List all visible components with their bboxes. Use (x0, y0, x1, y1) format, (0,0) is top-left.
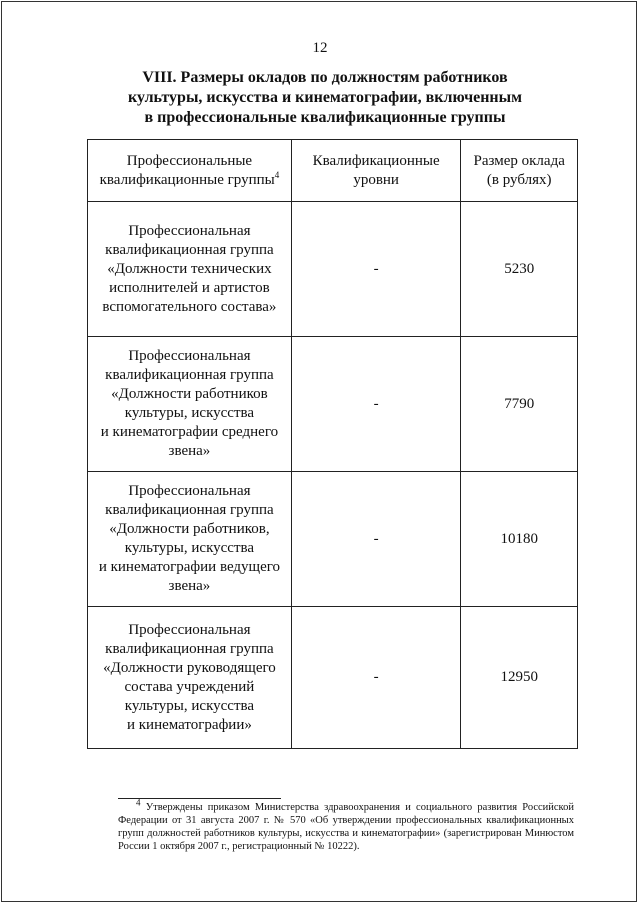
footnote-divider (118, 798, 281, 799)
group-line: культуры, искусства (124, 697, 255, 714)
table-row (88, 472, 578, 607)
heading-line-1: VIII. Размеры окладов по должностям работников (142, 69, 508, 86)
group-line: «Должности технических (107, 260, 272, 277)
footnote-text: Утверждены приказом Министерства здравоохранения и социального развития Российской Федерации от 31 августа 2007 г. № 570 «Об утверждении профессиональных квалификационных групп должностей работников культуры, искусства и кинематографии» (зарегистрирован Минюстом России 1 октября 2007 г., регистрационный № 10222). (118, 802, 574, 852)
section-heading (60, 68, 590, 128)
group-line: Профессиональная (128, 348, 251, 364)
level-cell: - (291, 607, 461, 749)
group-cell (88, 472, 292, 607)
group-line: Профессиональная (128, 621, 251, 638)
header-salary-line: (в рублях) (486, 171, 552, 188)
table-row (88, 337, 578, 472)
group-line: квалификационная группа (105, 502, 274, 518)
header-level-line: Квалификационные (312, 152, 440, 169)
group-line: культуры, искусства (124, 405, 255, 421)
group-cell (88, 337, 292, 472)
header-group-text: квалификационные группы (99, 171, 275, 188)
header-salary (461, 140, 578, 202)
group-line: и кинематографии» (126, 716, 252, 733)
level-cell: - (291, 337, 461, 472)
group-line: Профессиональная (128, 222, 251, 239)
table-row (88, 202, 578, 337)
group-line: звена» (168, 578, 211, 594)
group-line: и кинематографии среднего (100, 424, 279, 440)
salary-cell: 10180 (461, 472, 578, 607)
header-group (88, 140, 292, 202)
salary-cell: 5230 (461, 202, 578, 337)
group-line: состава учреждений (124, 678, 255, 695)
group-line: «Должности работников (111, 386, 268, 402)
group-line: квалификационная группа (105, 241, 274, 258)
group-line: «Должности работников, (109, 521, 270, 537)
group-cell (88, 202, 292, 337)
level-cell: - (291, 472, 461, 607)
table-header-row (88, 140, 578, 202)
group-line: квалификационная группа (105, 367, 274, 383)
page-number: 12 (312, 40, 328, 56)
header-group-line (94, 171, 285, 190)
heading-line-2: культуры, искусства и кинематографии, включенным (127, 89, 523, 106)
group-line: и кинематографии ведущего (98, 559, 281, 575)
salary-table (87, 139, 578, 749)
footnote-paragraph (118, 797, 574, 853)
group-line: звена» (168, 443, 211, 459)
salary-cell: 7790 (461, 337, 578, 472)
group-line: культуры, искусства (124, 540, 255, 556)
group-line: «Должности руководящего (103, 659, 276, 676)
group-line: квалификационная группа (105, 640, 274, 657)
table-row (88, 607, 578, 749)
group-cell (88, 607, 292, 749)
salary-cell: 12950 (461, 607, 578, 749)
header-level (291, 140, 461, 202)
footnote (118, 797, 574, 853)
group-line: вспомогательного состава» (102, 298, 277, 315)
header-level-line: уровни (353, 171, 399, 188)
level-cell: - (291, 202, 461, 337)
heading-line-3: в профессиональные квалификационные группы (144, 109, 506, 126)
group-line: исполнителей и артистов (109, 279, 270, 296)
header-salary-line: Размер оклада (473, 152, 565, 169)
group-line: Профессиональная (128, 483, 251, 499)
header-group-line: Профессиональные (126, 152, 253, 169)
footnote-mark: 4 (274, 169, 280, 180)
footnote-marker: 4 (136, 797, 141, 808)
